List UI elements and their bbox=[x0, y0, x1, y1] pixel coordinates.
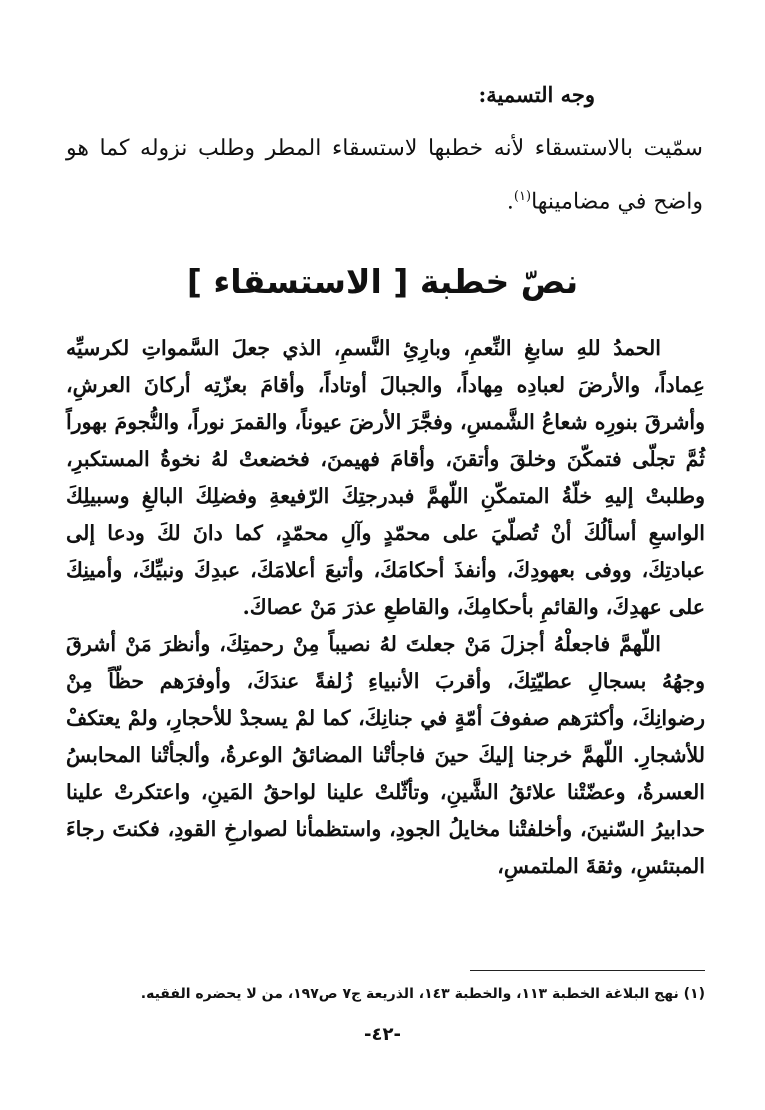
intro-text: سمّيت بالاستسقاء لأنه خطبها لاستسقاء المطر وطلب نزوله كما هو واضح في مضامينها bbox=[66, 136, 703, 215]
khutba-body bbox=[66, 330, 705, 885]
khutba-title: نصّ خطبة [ الاستسقاء ] bbox=[186, 262, 579, 301]
khutba-paragraph-1: الحمدُ للهِ سابغِ النِّعمِ، وبارِئِ النَّسمِ، الذي جعلَ السَّمواتِ لكرسيِّه عِماداً، والأرضَ لعبادِه مِهاداً، والجبالَ أوتاداً، وأقامَ بعزّتِه أركانَ العرشِ، وأشرقَ بنورِه شعاعُ الشَّمسِ، وفجَّرَ الأرضَ عيوناً، والقمرَ نوراً، والنُّجومَ بهوراً ثُمَّ تجلّى فتمكّنَ وخلقَ وأتقنَ، وأقامَ فهيمنَ، فخضعتْ لهُ نخوةُ المستكبرِ، وطلبتْ إليهِ خلّةُ المتمكّنِ اللّهمَّ فبدرجتِكَ الرّفيعةِ وفضلِكَ البالغِ وسبيلِكَ الواسعِ أسألُكَ أنْ تُصلّيَ على محمّدٍ وآلِ محمّدٍ، كما دانَ لكَ ودعا إلى عبادتِكَ، ووفى بعهودِكَ، وأنفذَ أحكامَكَ، وأتبعَ أعلامَكَ، عبدِكَ ونبيِّكَ، وأمينِكَ على عهدِكَ، والقائمِ بأحكامِكَ، والقاطعِ عذرَ مَنْ عصاكَ. bbox=[66, 336, 705, 619]
footnote-divider bbox=[470, 970, 705, 971]
footnote: (١) نهج البلاغة الخطبة ١١٣، والخطبة ١٤٣، الذريعة ج٧ ص١٩٧، من لا يحضره الفقيه. bbox=[140, 986, 705, 1002]
intro-paragraph bbox=[66, 125, 703, 226]
section-heading-naming: وجه التسمية: bbox=[478, 82, 595, 107]
footnote-reference: (١) bbox=[513, 189, 532, 204]
khutba-paragraph-2: اللّهمَّ فاجعلْهُ أجزلَ مَنْ جعلتَ لهُ نصيباً مِنْ رحمتِكَ، وأنظرَ مَنْ أشرقَ وجهُهُ بسجالِ عطيّتِكَ، وأقربَ الأنبياءِ زُلفةً عندَكَ، وأوفرَهم حظّاً مِنْ رضوانِكَ، وأكثرَهم صفوفَ أمّةٍ في جنانِكَ، كما لمْ يسجدْ للأحجارِ، ولمْ يعتكفْ للأشجارِ. اللّهمَّ خرجنا إليكَ حينَ فاجأتْنا المضائقُ الوعرةُ، وألجأتْنا المحابسُ العسرةُ، وعضّتْنا علائقُ الشَّينِ، وتأثّلتْ علينا لواحقُ المَينِ، واعتكرتْ علينا حدابيرُ السّنينَ، وأخلفتْنا مخايلُ الجودِ، واستظمأنا لصوارخِ القودِ، فكنتَ رجاءَ المبتئسِ، وثقةَ الملتمسِ، bbox=[66, 632, 705, 878]
page-number: -٤٢- bbox=[364, 1024, 401, 1045]
intro-period: . bbox=[506, 189, 514, 215]
